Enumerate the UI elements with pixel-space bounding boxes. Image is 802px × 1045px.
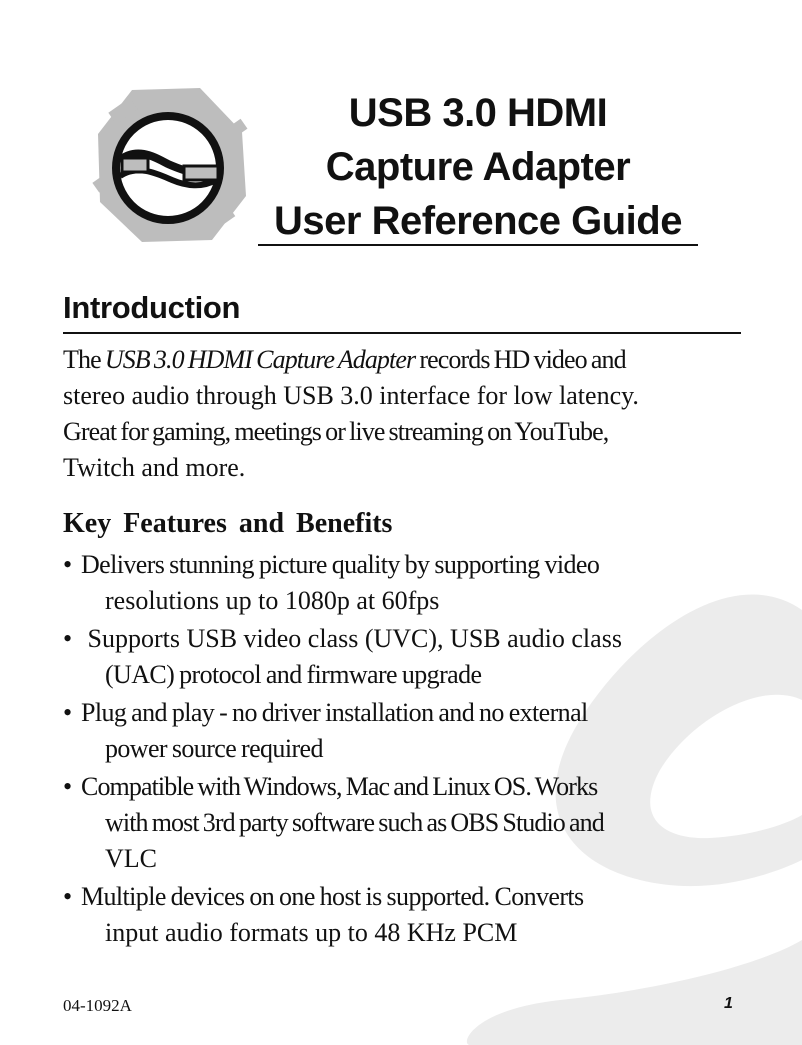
- intro-text: records HD video and: [415, 345, 626, 374]
- key-features-heading: Key Features and Benefits: [63, 508, 393, 539]
- feature-line: input audio formats up to 48 KHz PCM: [105, 918, 518, 947]
- feature-line: [63, 621, 753, 657]
- document-code: 04-1092A: [63, 996, 132, 1015]
- title-line: Capture Adapter: [325, 145, 631, 189]
- feature-line: resolutions up to 1080p at 60fps: [105, 586, 440, 615]
- feature-line: [63, 547, 753, 583]
- feature-text: Supports USB video class (UVC), USB audio class: [81, 624, 622, 653]
- feature-text: Plug and play - no driver installation and no external: [81, 698, 588, 727]
- feature-item: [63, 547, 753, 619]
- title-line: User Reference Guide: [274, 199, 682, 243]
- product-name: USB 3.0 HDMI Capture Adapter: [104, 345, 416, 374]
- feature-item: [63, 621, 753, 693]
- feature-line: VLC: [105, 844, 157, 873]
- feature-item: [63, 695, 753, 767]
- intro-line: stereo audio through USB 3.0 interface for low latency.: [63, 381, 639, 410]
- feature-item: [63, 769, 753, 877]
- feature-text: Compatible with Windows, Mac and Linux OS. Works: [81, 772, 598, 801]
- feature-line: [63, 695, 753, 731]
- introduction-paragraph: [63, 342, 743, 486]
- feature-item: [63, 879, 753, 951]
- bullet-icon: •: [63, 550, 72, 579]
- bullet-icon: •: [63, 882, 72, 911]
- feature-text: Delivers stunning picture quality by supporting video: [81, 550, 600, 579]
- bullet-icon: •: [63, 698, 72, 727]
- introduction-heading: Introduction: [63, 290, 241, 325]
- intro-text: The: [63, 345, 105, 374]
- feature-line: [63, 769, 753, 805]
- bullet-icon: •: [63, 772, 72, 801]
- feature-line: (UAC) protocol and firmware upgrade: [105, 660, 482, 689]
- intro-line: [63, 342, 743, 378]
- feature-line: power source required: [105, 734, 323, 763]
- siig-s-logo-icon: [92, 84, 250, 246]
- feature-line: [63, 879, 753, 915]
- key-features-list: [63, 547, 753, 953]
- page-number: 1: [724, 995, 733, 1012]
- document-title: [258, 86, 698, 248]
- bullet-icon: •: [63, 624, 73, 653]
- feature-text: Multiple devices on one host is supported. Converts: [81, 882, 584, 911]
- title-divider: [258, 244, 698, 246]
- introduction-divider: [63, 332, 741, 334]
- intro-line: Great for gaming, meetings or live streaming on YouTube,: [63, 417, 609, 446]
- feature-line: with most 3rd party software such as OBS Studio and: [105, 808, 604, 837]
- title-line: USB 3.0 HDMI: [348, 91, 608, 135]
- intro-line: Twitch and more.: [63, 453, 246, 482]
